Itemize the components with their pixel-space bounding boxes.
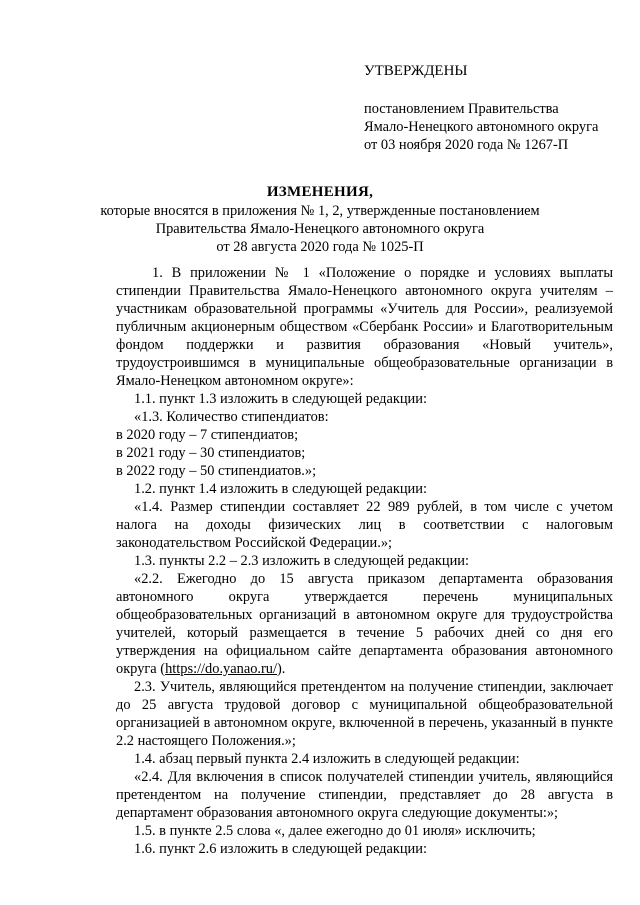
approval-line-3: от 03 ноября 2020 года № 1267-П [364, 137, 569, 153]
paragraph-4: в 2020 году – 7 стипендиатов; [116, 427, 299, 443]
paragraph-15: 1.6. пункт 2.6 изложить в следующей редакции: [134, 841, 427, 857]
document-title [0, 183, 640, 256]
website-link[interactable]: https://do.yanao.ru/ [165, 661, 277, 677]
paragraph-7: 1.2. пункт 1.4 изложить в следующей редакции: [134, 481, 427, 497]
title-heading: ИЗМЕНЕНИЯ, [266, 184, 374, 200]
approval-block [364, 62, 624, 154]
approval-line-2: Ямало-Ненецкого автономного округа [364, 119, 599, 135]
paragraph-2: 1.1. пункт 1.3 изложить в следующей редакции: [134, 391, 427, 407]
paragraph-5: в 2021 году – 30 стипендиатов; [116, 445, 306, 461]
paragraph-14: 1.5. в пункте 2.5 слова «, далее ежегодно до 01 июля» исключить; [134, 823, 536, 839]
paragraph-10-text: «2.2. Ежегодно до 15 августа приказом департамента образования автономного округа утверждается перечень муниципальных общеобразовательных организаций в автономном округе для трудоустройства учителей, который размещается в течение 5 рабочих дней со дня его утверждения на официальном сайте департамента образования автономного округа ( [116, 571, 613, 677]
paragraph-12: 1.4. абзац первый пункта 2.4 изложить в следующей редакции: [134, 751, 520, 767]
paragraph-11: 2.3. Учитель, являющийся претендентом на получение стипендии, заключает до 25 августа трудовой договор с муниципальной общеобразовательной организацией в автономном округе, включенной в перечень, указанный в пункте 2.2 настоящего Положения.»; [116, 679, 613, 749]
title-subtitle-1: которые вносятся в приложения № 1, 2, утвержденные постановлением [100, 203, 540, 219]
paragraph-1: 1. В приложении № 1 «Положение о порядке и условиях выплаты стипендии Правительства Ямало-Ненецкого автономного округа учителям – участникам образовательной программы «Учитель для России», реализуемой публичным акционерным обществом «Сбербанк России» и Благотворительным фондом поддержки и развития образования «Новый учитель», трудоустроившимся в муниципальные общеобразовательные организации в Ямало-Ненецком автономном округе»: [116, 265, 613, 389]
paragraph-9: 1.3. пункты 2.2 – 2.3 изложить в следующей редакции: [134, 553, 469, 569]
paragraph-6: в 2022 году – 50 стипендиатов.»; [116, 463, 317, 479]
paragraph-10-end: ). [277, 661, 286, 677]
approval-line-1: постановлением Правительства [364, 101, 559, 117]
paragraph-3: «1.3. Количество стипендиатов: [134, 409, 329, 425]
title-subtitle-2: Правительства Ямало-Ненецкого автономного округа [155, 221, 485, 237]
paragraph-13: «2.4. Для включения в список получателей стипендии учитель, являющийся претендентом на получение стипендии, представляет до 28 августа в департамент образования автономного округа следующие документы:»; [116, 769, 613, 821]
document-body [116, 264, 613, 858]
approval-stamp: УТВЕРЖДЕНЫ [364, 63, 468, 79]
paragraph-10 [116, 570, 613, 678]
paragraph-8: «1.4. Размер стипендии составляет 22 989 рублей, в том числе с учетом налога на доходы физических лиц в соответствии с налоговым законодательством Российской Федерации.»; [116, 499, 613, 551]
title-subtitle-3: от 28 августа 2020 года № 1025-П [216, 239, 424, 255]
